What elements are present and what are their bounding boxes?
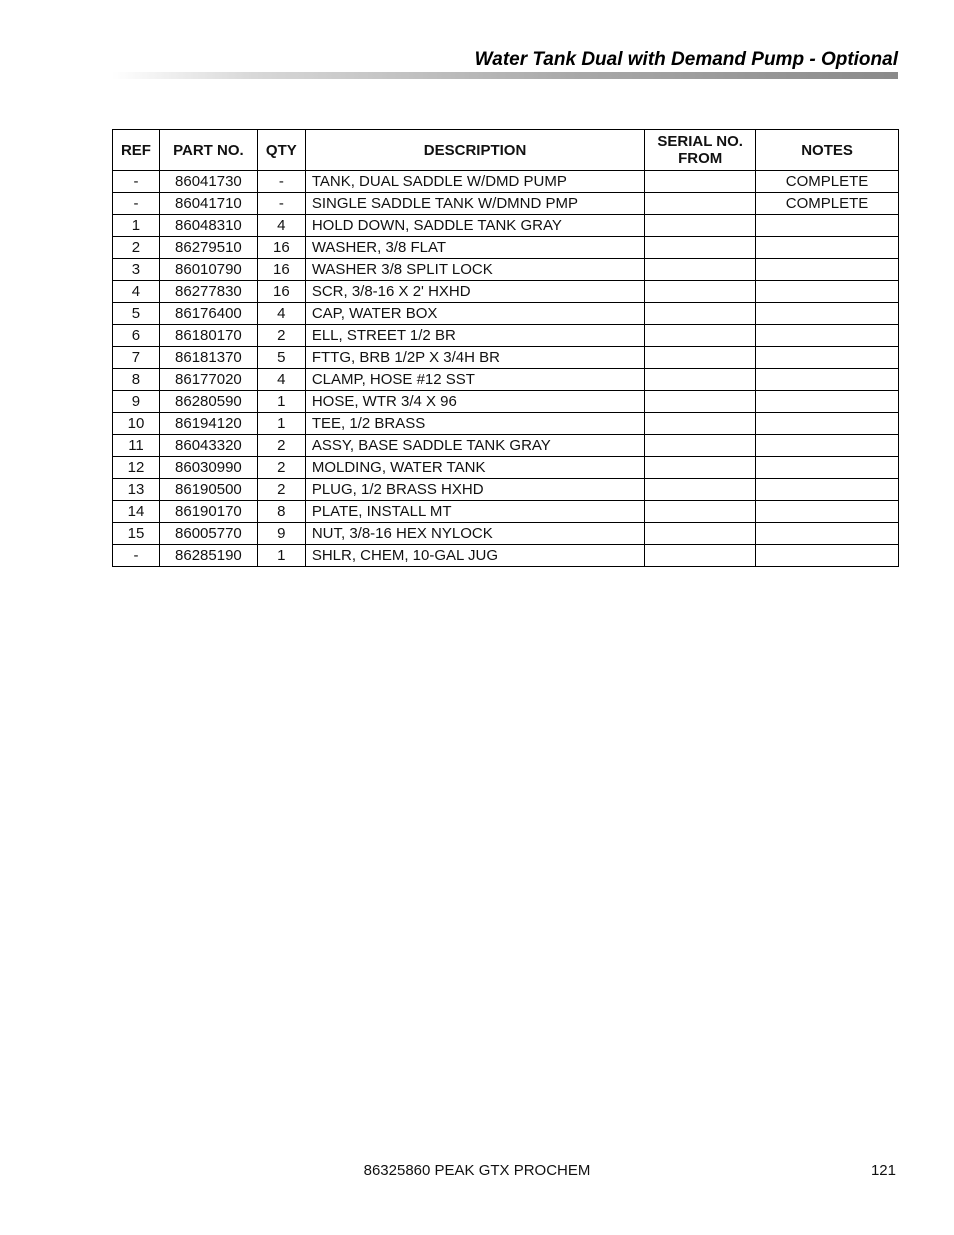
cell-serial-from xyxy=(645,413,756,435)
cell-serial-from xyxy=(645,215,756,237)
header-qty: QTY xyxy=(257,130,305,171)
cell-part-no: 86041710 xyxy=(159,193,257,215)
cell-qty: 4 xyxy=(257,369,305,391)
cell-description: FTTG, BRB 1/2P X 3/4H BR xyxy=(305,347,644,369)
cell-ref: - xyxy=(113,171,160,193)
cell-qty: 16 xyxy=(257,237,305,259)
cell-serial-from xyxy=(645,347,756,369)
cell-notes xyxy=(756,237,899,259)
cell-serial-from xyxy=(645,171,756,193)
cell-description: CLAMP, HOSE #12 SST xyxy=(305,369,644,391)
page-number: 121 xyxy=(870,1162,896,1179)
cell-notes xyxy=(756,391,899,413)
table-row xyxy=(113,369,899,391)
cell-serial-from xyxy=(645,325,756,347)
cell-ref: 9 xyxy=(113,391,160,413)
page-title: Water Tank Dual with Demand Pump - Optional xyxy=(474,49,898,70)
table-row xyxy=(113,281,899,303)
cell-notes: COMPLETE xyxy=(756,171,899,193)
table-row xyxy=(113,325,899,347)
cell-notes xyxy=(756,501,899,523)
table-row xyxy=(113,193,899,215)
cell-part-no: 86190500 xyxy=(159,479,257,501)
table-row xyxy=(113,501,899,523)
table-row xyxy=(113,171,899,193)
cell-notes xyxy=(756,259,899,281)
table-row xyxy=(113,215,899,237)
header-part-no: PART NO. xyxy=(159,130,257,171)
table-row xyxy=(113,237,899,259)
cell-description: TANK, DUAL SADDLE W/DMD PUMP xyxy=(305,171,644,193)
cell-serial-from xyxy=(645,479,756,501)
cell-qty: 9 xyxy=(257,523,305,545)
cell-qty: 2 xyxy=(257,435,305,457)
parts-table-body xyxy=(113,171,899,567)
table-header-row xyxy=(113,130,899,171)
cell-notes xyxy=(756,523,899,545)
cell-qty: 4 xyxy=(257,303,305,325)
cell-description: ELL, STREET 1/2 BR xyxy=(305,325,644,347)
cell-ref: 4 xyxy=(113,281,160,303)
cell-part-no: 86030990 xyxy=(159,457,257,479)
header-ref: REF xyxy=(113,130,160,171)
cell-qty: 16 xyxy=(257,259,305,281)
cell-ref: 11 xyxy=(113,435,160,457)
title-rule xyxy=(112,72,898,79)
header-notes: NOTES xyxy=(756,130,899,171)
cell-part-no: 86194120 xyxy=(159,413,257,435)
header-serial-line1: SERIAL NO. xyxy=(657,133,743,150)
cell-ref: - xyxy=(113,193,160,215)
cell-description: PLATE, INSTALL MT xyxy=(305,501,644,523)
cell-serial-from xyxy=(645,259,756,281)
cell-serial-from xyxy=(645,545,756,567)
cell-part-no: 86277830 xyxy=(159,281,257,303)
cell-qty: 1 xyxy=(257,545,305,567)
cell-qty: - xyxy=(257,193,305,215)
cell-serial-from xyxy=(645,501,756,523)
cell-part-no: 86190170 xyxy=(159,501,257,523)
cell-ref: 12 xyxy=(113,457,160,479)
cell-description: HOSE, WTR 3/4 X 96 xyxy=(305,391,644,413)
table-row xyxy=(113,435,899,457)
cell-part-no: 86177020 xyxy=(159,369,257,391)
cell-part-no: 86176400 xyxy=(159,303,257,325)
cell-ref: 14 xyxy=(113,501,160,523)
cell-part-no: 86279510 xyxy=(159,237,257,259)
parts-table xyxy=(112,129,899,567)
cell-part-no: 86043320 xyxy=(159,435,257,457)
cell-serial-from xyxy=(645,193,756,215)
cell-ref: 1 xyxy=(113,215,160,237)
cell-serial-from xyxy=(645,369,756,391)
header-serial-line2: FROM xyxy=(678,150,723,167)
cell-ref: 6 xyxy=(113,325,160,347)
cell-part-no: 86180170 xyxy=(159,325,257,347)
cell-part-no: 86280590 xyxy=(159,391,257,413)
footer-document-id: 86325860 PEAK GTX PROCHEM xyxy=(363,1162,591,1179)
table-row xyxy=(113,391,899,413)
cell-qty: 16 xyxy=(257,281,305,303)
cell-notes xyxy=(756,325,899,347)
cell-description: WASHER 3/8 SPLIT LOCK xyxy=(305,259,644,281)
cell-description: ASSY, BASE SADDLE TANK GRAY xyxy=(305,435,644,457)
table-row xyxy=(113,413,899,435)
cell-notes: COMPLETE xyxy=(756,193,899,215)
cell-description: SINGLE SADDLE TANK W/DMND PMP xyxy=(305,193,644,215)
cell-notes xyxy=(756,457,899,479)
cell-ref: 10 xyxy=(113,413,160,435)
cell-notes xyxy=(756,369,899,391)
cell-notes xyxy=(756,281,899,303)
cell-ref: 2 xyxy=(113,237,160,259)
cell-part-no: 86041730 xyxy=(159,171,257,193)
cell-description: PLUG, 1/2 BRASS HXHD xyxy=(305,479,644,501)
cell-qty: 2 xyxy=(257,479,305,501)
cell-part-no: 86181370 xyxy=(159,347,257,369)
cell-notes xyxy=(756,413,899,435)
cell-ref: 5 xyxy=(113,303,160,325)
cell-ref: - xyxy=(113,545,160,567)
cell-qty: 5 xyxy=(257,347,305,369)
cell-ref: 8 xyxy=(113,369,160,391)
cell-notes xyxy=(756,347,899,369)
cell-serial-from xyxy=(645,457,756,479)
cell-qty: - xyxy=(257,171,305,193)
table-row xyxy=(113,303,899,325)
cell-notes xyxy=(756,479,899,501)
cell-description: HOLD DOWN, SADDLE TANK GRAY xyxy=(305,215,644,237)
header-description: DESCRIPTION xyxy=(305,130,644,171)
cell-notes xyxy=(756,303,899,325)
cell-part-no: 86005770 xyxy=(159,523,257,545)
cell-qty: 1 xyxy=(257,391,305,413)
cell-description: SHLR, CHEM, 10-GAL JUG xyxy=(305,545,644,567)
cell-qty: 2 xyxy=(257,325,305,347)
cell-ref: 13 xyxy=(113,479,160,501)
cell-serial-from xyxy=(645,391,756,413)
cell-qty: 8 xyxy=(257,501,305,523)
cell-qty: 2 xyxy=(257,457,305,479)
cell-ref: 3 xyxy=(113,259,160,281)
table-row xyxy=(113,545,899,567)
cell-serial-from xyxy=(645,303,756,325)
cell-qty: 4 xyxy=(257,215,305,237)
table-row xyxy=(113,523,899,545)
table-row xyxy=(113,479,899,501)
cell-description: WASHER, 3/8 FLAT xyxy=(305,237,644,259)
cell-serial-from xyxy=(645,281,756,303)
cell-description: TEE, 1/2 BRASS xyxy=(305,413,644,435)
cell-serial-from xyxy=(645,435,756,457)
cell-notes xyxy=(756,435,899,457)
cell-part-no: 86048310 xyxy=(159,215,257,237)
cell-ref: 7 xyxy=(113,347,160,369)
table-row xyxy=(113,457,899,479)
table-row xyxy=(113,259,899,281)
cell-description: NUT, 3/8-16 HEX NYLOCK xyxy=(305,523,644,545)
cell-ref: 15 xyxy=(113,523,160,545)
table-row xyxy=(113,347,899,369)
cell-description: MOLDING, WATER TANK xyxy=(305,457,644,479)
cell-notes xyxy=(756,545,899,567)
cell-qty: 1 xyxy=(257,413,305,435)
cell-notes xyxy=(756,215,899,237)
header-serial-no-from xyxy=(645,130,756,171)
cell-description: SCR, 3/8-16 X 2' HXHD xyxy=(305,281,644,303)
cell-serial-from xyxy=(645,523,756,545)
cell-part-no: 86285190 xyxy=(159,545,257,567)
cell-part-no: 86010790 xyxy=(159,259,257,281)
cell-description: CAP, WATER BOX xyxy=(305,303,644,325)
cell-serial-from xyxy=(645,237,756,259)
